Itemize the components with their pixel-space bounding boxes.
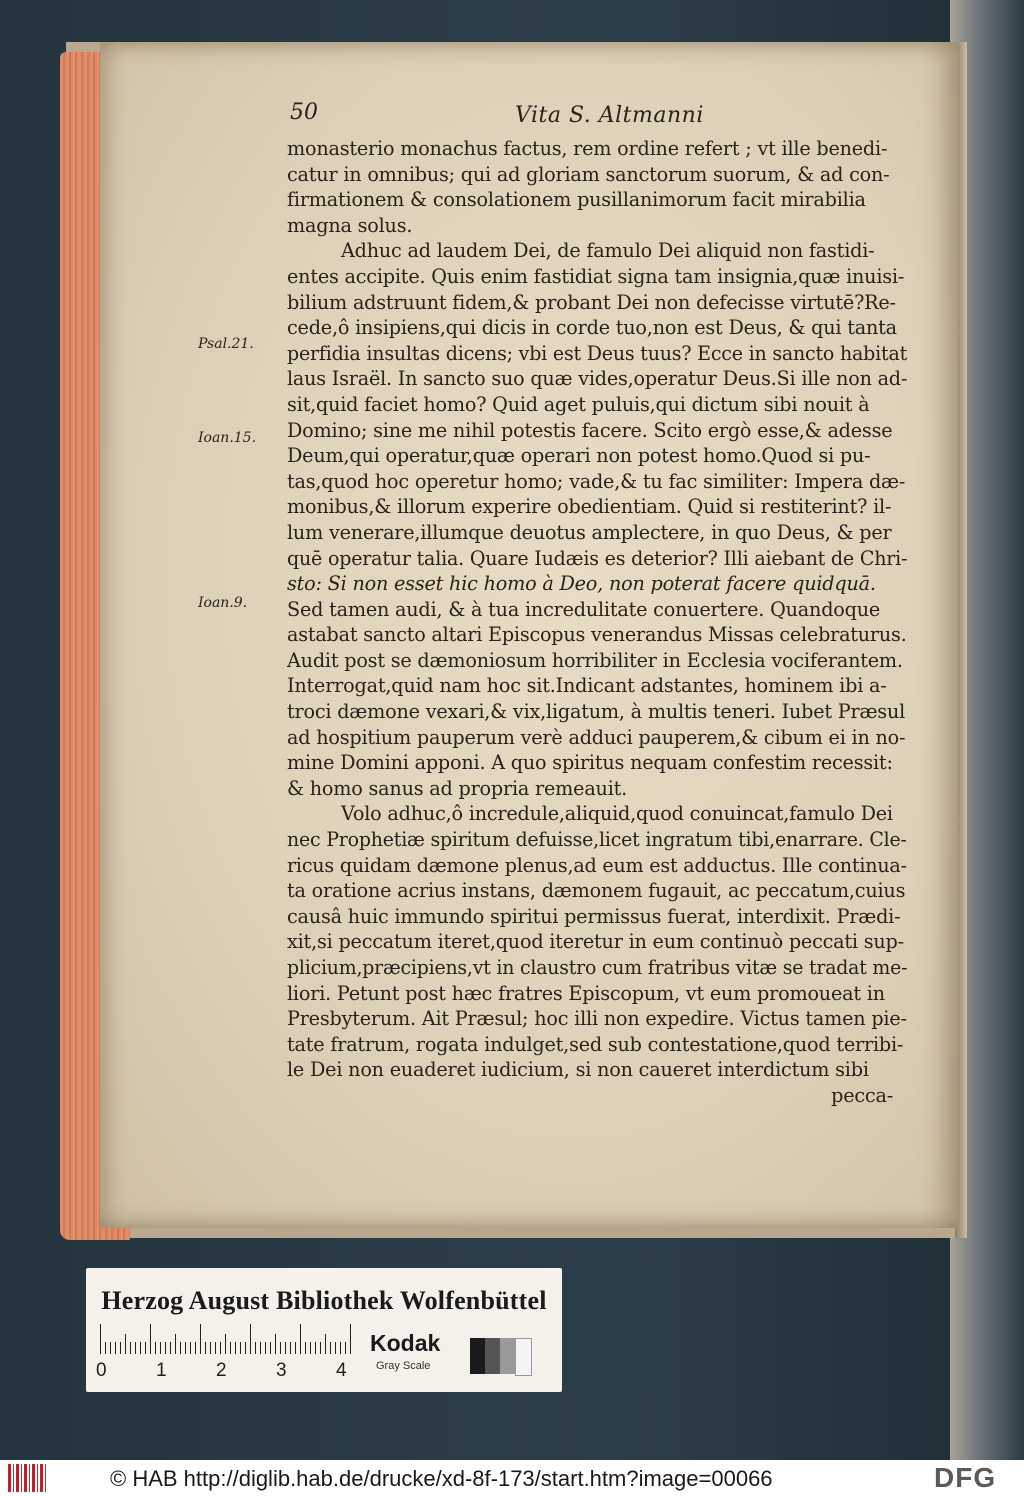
ruler-tick (305, 1342, 306, 1354)
text-line: firmationem & consolationem pusillanimorum facit mirabilia (287, 188, 866, 212)
text-line: troci dæmone vexari,& vix,ligatum, à multis teneri. Iubet Præsul (287, 700, 906, 724)
ruler-tick (115, 1342, 116, 1354)
ruler-tick (180, 1342, 181, 1354)
text-line: ad hospitium pauperum verè adduci pauperem,& cibum ei in no- (287, 725, 906, 749)
text-line: & homo sanus ad propria remeauit. (287, 776, 628, 800)
gray-scale-patches (470, 1338, 532, 1374)
text-line: monasterio monachus factus, rem ordine refert ; vt ille benedi- (287, 137, 888, 160)
ruler-tick (280, 1342, 281, 1354)
gray-patch (470, 1338, 485, 1374)
ruler-tick (200, 1324, 201, 1354)
ruler-tick (270, 1342, 271, 1354)
text-line: monibus,& illorum experire obedientiam. Quid si restiterint? il- (287, 495, 892, 519)
ruler-tick (340, 1342, 341, 1354)
text-line: Domino; sine me nihil potestis facere. Scito ergò esse,& adesse (287, 418, 893, 442)
ruler-tick (275, 1334, 276, 1354)
ruler-tick (265, 1342, 266, 1354)
text-line: astabat sancto altari Episcopus venerandus Missas celebraturus. (287, 623, 907, 647)
color-reference-card (86, 1268, 562, 1392)
ruler-tick (130, 1342, 131, 1354)
ruler-tick (335, 1342, 336, 1354)
page-number: 50 (290, 100, 318, 125)
ruler-tick (120, 1342, 121, 1354)
ruler-tick (290, 1342, 291, 1354)
text-line: magna solus. (287, 213, 413, 237)
barcode-icon (8, 1464, 48, 1492)
ruler-label: 0 (96, 1360, 107, 1381)
ruler-label: 3 (276, 1360, 287, 1381)
text-line: bilium adstruunt fidem,& probant Dei non defecisse virtutē?Re- (287, 290, 896, 314)
gray-patch (485, 1338, 500, 1374)
text-line: mine Domini apponi. A quo spiritus nequam confestim recessit: (287, 751, 893, 775)
ruler-tick (145, 1342, 146, 1354)
ruler-tick (155, 1342, 156, 1354)
text-line: Deum,qui operatur,quæ operari non potest homo.Quod si pu- (287, 444, 871, 468)
text-line: ricus quidam dæmone plenus,ad eum est adductus. Ille continua- (287, 853, 907, 877)
text-line: cede,ô insipiens,qui dicis in corde tuo,non est Deus, & qui tanta (287, 316, 897, 340)
text-line: perfidia insultas dicens; vbi est Deus tuus? Ecce in sancto habitat (287, 341, 908, 365)
text-line: Adhuc ad laudem Dei, de famulo Dei aliquid non fastidi- (341, 239, 875, 263)
ruler-tick (235, 1342, 236, 1354)
running-title: Vita S. Altmanni (515, 103, 704, 128)
ruler-tick (215, 1342, 216, 1354)
ruler-tick (140, 1342, 141, 1354)
ruler-tick (300, 1324, 301, 1354)
text-line: Volo adhuc,ô incredule,aliquid,quod conuincat,famulo Dei (341, 802, 893, 826)
marginal-note: Ioan.9. (198, 595, 248, 611)
ruler-tick (210, 1342, 211, 1354)
text-line: catur in omnibus; qui ad gloriam sanctorum suorum, & ad con- (287, 162, 890, 186)
ruler-tick (105, 1342, 106, 1354)
text-line: tate fratrum, rogata indulget,sed sub contestatione,quod terribi- (287, 1032, 904, 1056)
ruler-tick (310, 1342, 311, 1354)
ruler-tick (240, 1342, 241, 1354)
text-line: ta oratione acrius instans, dæmonem fugauit, ac peccatum,cuius (287, 879, 906, 903)
kodak-logo: Kodak (370, 1330, 441, 1356)
ruler-tick (175, 1334, 176, 1354)
text-line: causâ huic immundo spiritui permissus fuerat, interdixit. Prædi- (287, 904, 901, 928)
ruler-tick (285, 1342, 286, 1354)
text-line: Sed tamen audi, & à tua incredulitate conuertere. Quandoque (287, 597, 881, 621)
ruler-tick (325, 1334, 326, 1354)
text-line: tas,quod hoc operetur homo; vade,& tu fac similiter: Impera dæ- (287, 469, 906, 493)
ruler-tick (110, 1342, 111, 1354)
catchword: pecca- (831, 1083, 893, 1107)
text-line: laus Israël. In sancto suo quæ vides,operatur Deus.Si ille non ad- (287, 367, 908, 391)
ruler-tick (220, 1342, 221, 1354)
text-line: Audit post se dæmoniosum horribiliter in Ecclesia vociferantem. (287, 648, 903, 672)
library-name: Herzog August Bibliothek Wolfenbüttel (101, 1286, 547, 1315)
ruler-tick (330, 1342, 331, 1354)
ruler-tick (245, 1342, 246, 1354)
ruler-label: 4 (336, 1360, 347, 1381)
ruler-tick (345, 1342, 346, 1354)
text-line: Presbyterum. Ait Præsul; hoc illi non expedire. Victus tamen pie- (287, 1007, 907, 1031)
marginal-note: Psal.21. (198, 336, 254, 352)
ruler-tick (255, 1342, 256, 1354)
ruler-tick (190, 1342, 191, 1354)
text-line: entes accipite. Quis enim fastidiat signa tam insignia,quæ inuisi- (287, 264, 905, 288)
text-line: le Dei non euaderet iudicium, si non caueret interdictum sibi (287, 1058, 869, 1082)
text-line: liori. Petunt post hæc fratres Episcopum, vt eum promoueat in (287, 981, 885, 1005)
copyright-link[interactable]: © HAB http://diglib.hab.de/drucke/xd-8f-173/start.htm?image=00066 (110, 1466, 773, 1491)
ruler-tick (295, 1342, 296, 1354)
ruler-tick (150, 1324, 151, 1354)
ruler-tick (125, 1334, 126, 1354)
ruler-tick (100, 1324, 101, 1354)
ruler-tick (230, 1342, 231, 1354)
ruler-tick (350, 1324, 351, 1354)
ruler-tick (250, 1324, 251, 1354)
gray-patch (515, 1338, 532, 1376)
ruler-tick (165, 1342, 166, 1354)
ruler-label: 2 (216, 1360, 227, 1381)
text-line: nec Prophetiæ spiritum defuisse,licet ingratum tibi,enarrare. Cle- (287, 828, 907, 852)
ruler-tick (135, 1342, 136, 1354)
text-line: sit,quid faciet homo? Quid aget puluis,qui dictum sibi nouit à (287, 392, 870, 416)
text-line: sto: Si non esset hic homo à Deo, non poterat facere quidquā. (287, 572, 876, 596)
text-line: quē operatur talia. Quare Iudæis es deterior? Illi aiebant de Chri- (287, 546, 908, 570)
ruler-tick (225, 1334, 226, 1354)
marginal-note: Ioan.15. (198, 430, 257, 446)
ruler-tick (185, 1342, 186, 1354)
body-text (287, 136, 907, 1109)
ruler-tick (315, 1342, 316, 1354)
ruler-tick (205, 1342, 206, 1354)
ruler-tick (320, 1342, 321, 1354)
dfg-logo: DFG (934, 1462, 997, 1493)
text-line: xit,si peccatum iteret,quod iteretur in eum continuò peccati sup- (287, 930, 904, 954)
ruler-tick (170, 1342, 171, 1354)
gray-scale-label: Gray Scale (376, 1360, 431, 1372)
ruler-tick (260, 1342, 261, 1354)
text-line: lum venerare,illumque deuotus amplectere, in quo Deus, & per (287, 520, 892, 544)
gray-patch (500, 1338, 515, 1374)
ruler-tick (195, 1342, 196, 1354)
ruler-tick (160, 1342, 161, 1354)
text-line: Interrogat,quid nam hoc sit.Indicant adstantes, hominem ibi a- (287, 674, 887, 698)
text-line: plicium,præcipiens,vt in claustro cum fratribus vitæ se tradat me- (287, 956, 908, 979)
footer-bar (0, 1460, 1024, 1496)
ruler-label: 1 (156, 1360, 167, 1381)
